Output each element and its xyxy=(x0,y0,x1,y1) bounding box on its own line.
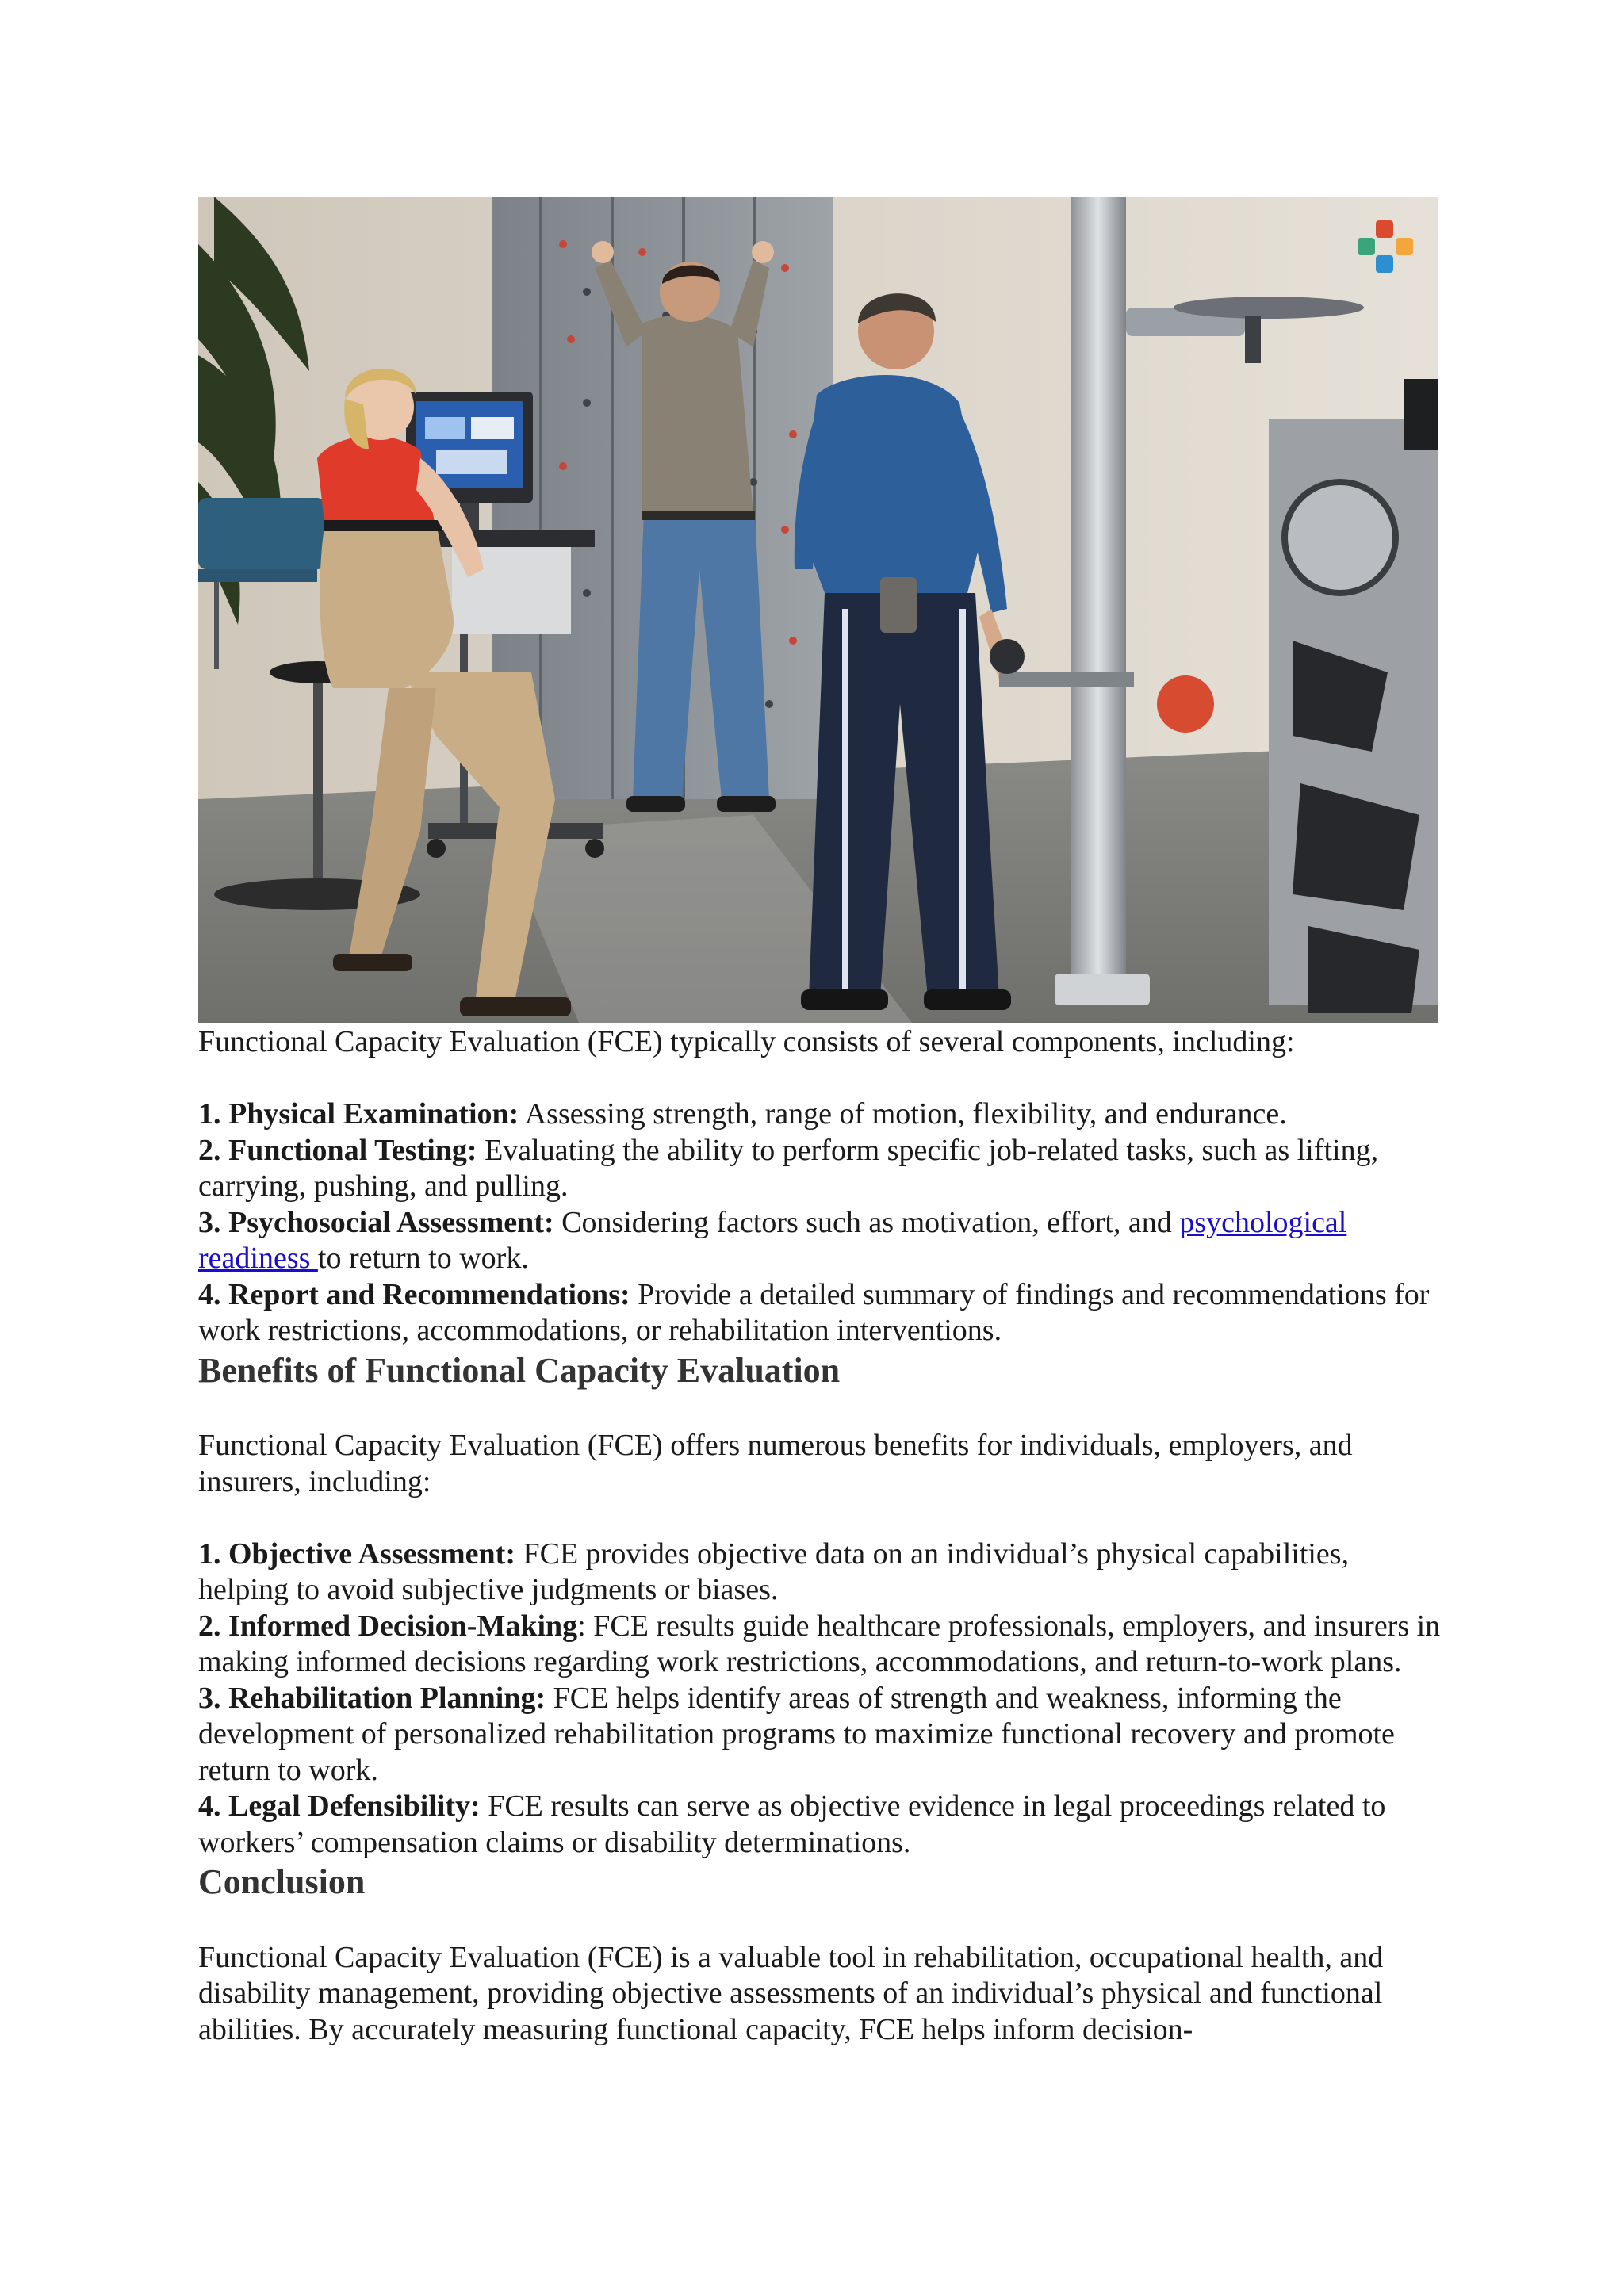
article-body xyxy=(198,1024,1443,2048)
benefits-list xyxy=(198,1536,1443,1862)
list-item: 4. Legal Defensibility: FCE results can serve as objective evidence in legal proceedings related to workers’ compensation claims or disability determinations. xyxy=(198,1789,1386,1859)
list-item: 1. Objective Assessment: FCE provides objective data on an individual’s physical capabilities, helping to avoid subjective judgments or biases. xyxy=(198,1536,1350,1606)
list-item: 3. Rehabilitation Planning: FCE helps identify areas of strength and weakness, informing the development of personalized rehabilitation programs to maximize functional recovery and promote return to work. xyxy=(198,1681,1395,1787)
benefits-heading: Benefits of Functional Capacity Evaluation xyxy=(198,1350,841,1390)
benefits-intro: Functional Capacity Evaluation (FCE) offers numerous benefits for individuals, employers, and insurers, including: xyxy=(198,1429,1353,1498)
list-item: 2. Functional Testing: Evaluating the ability to perform specific job-related tasks, such as lifting, carrying, pushing, and pulling. xyxy=(198,1133,1379,1203)
list-item: 4. Report and Recommendations: Provide a detailed summary of findings and recommendations for work restrictions, accommodations, or rehabilitation interventions. xyxy=(198,1277,1430,1347)
components-intro: Functional Capacity Evaluation (FCE) typically consists of several components, including: xyxy=(198,1025,1295,1058)
list-item: 2. Informed Decision-Making: FCE results guide healthcare professionals, employers, and insurers in making informed decisions regarding work restrictions, accommodations, and return-to-work plans. xyxy=(198,1609,1441,1678)
fce-lab-photo xyxy=(198,197,1438,1023)
conclusion-text: Functional Capacity Evaluation (FCE) is a valuable tool in rehabilitation, occupational health, and disability management, providing objective assessments of an individual’s physical and functional abilities. By accurately measuring functional capacity, FCE helps inform decision- xyxy=(198,1940,1384,2046)
list-item: 3. Psychosocial Assessment: Considering factors such as motivation, effort, and psychological readiness to return to work. xyxy=(198,1205,1347,1275)
right-equipment-rack xyxy=(1269,379,1438,1013)
psychological-readiness-link[interactable]: psychological readiness xyxy=(198,1205,1347,1275)
list-item: 1. Physical Examination: Assessing strength, range of motion, flexibility, and endurance. xyxy=(198,1097,1287,1131)
conclusion-heading: Conclusion xyxy=(198,1862,366,1901)
components-list xyxy=(198,1096,1443,1349)
